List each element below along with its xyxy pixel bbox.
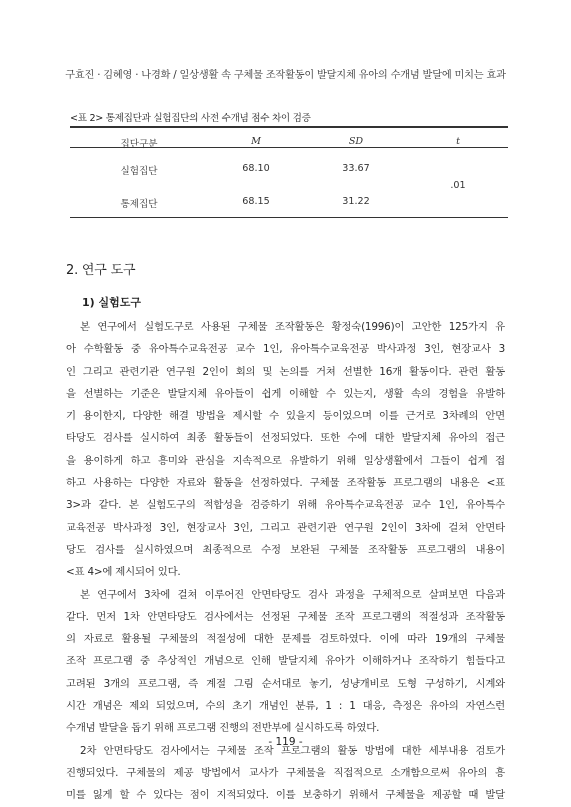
section-title: 2. 연구 도구 [66,263,136,278]
body-text [66,316,505,807]
header-mean: M [251,136,261,147]
row-control-mean: 68.15 [242,196,270,207]
body-line: 을 선별하는 기준은 발달지체 유아들이 쉽게 이해할 수 있는지, 생활 속의 경험을 유발하 [66,387,505,400]
body-line: 같다. 먼저 1차 안면타당도 검사에서는 선정된 구체물 조작 프로그램의 적절성과 조작활동 [66,610,505,623]
row-control-sd: 31.22 [342,196,370,207]
t-value: .01 [450,180,466,191]
header-sd: SD [348,136,364,147]
body-line: 진행되었다. 구체물의 제공 방법에서 교사가 구체물을 직접적으로 소개함으로써 유아의 흥 [66,766,505,779]
page-number: - 119 - [268,736,303,748]
subsection-title: 1) 실험도구 [82,296,142,309]
body-line: 본 연구에서 3차에 걸쳐 이루어진 안면타당도 검사 과정을 구체적으로 살펴보면 다음과 [80,588,505,601]
body-line: 을 용이하게 하고 흥미와 관심을 지속적으로 유발하기 위해 일상생활에서 그들이 쉽게 접 [66,454,505,467]
body-line: 수개념 발달을 돕기 위해 프로그램 진행의 전반부에 실시하도록 하였다. [66,722,380,735]
body-line: 2차 안면타당도 검사에서는 구체물 조작 프로그램의 활동 방법에 대한 세부내용 검토가 [80,744,505,757]
row-experimental-group: 실험집단 [120,166,158,177]
table-caption: <표 2> 통제집단과 실험집단의 사전 수개념 점수 차이 검증 [70,113,311,124]
body-line: 3>과 같다. 본 실험도구의 적합성을 검증하기 위해 유아특수교육전공 교수 1인, 유아특수 [66,499,505,512]
body-line: 하고 사용하는 다양한 자료와 활동을 선정하였다. 구체물 조작활동 프로그램의 내용은 <표 [66,477,505,490]
body-line: 당도 검사를 실시하였으며 최종적으로 수정 보완된 구체물 조작활동 프로그램의 내용이 [66,543,505,556]
body-line: 인 그리고 관련기관 연구원 2인이 회의 및 논의를 거쳐 선별한 16개 활동이다. 관련 활동 [66,365,505,378]
row-experimental-mean: 68.10 [242,163,270,174]
body-line: 타당도 검사를 실시하여 최종 활동들이 선정되었다. 또한 수에 대한 발달지체 유아의 접근 [66,432,505,445]
body-line: 의 자료로 활용될 구체물의 적절성에 대한 문제를 검토하였다. 이에 따라 19개의 구체물 [66,633,505,646]
body-line: <표 4>에 제시되어 있다. [66,566,181,579]
table-top-rule [70,126,508,128]
running-head: 구효진 · 김혜영 · 나경화 / 일상생활 속 구체물 조작활동이 발달지체 유아의 수개념 발달에 미치는 효과 [65,70,506,81]
row-experimental-sd: 33.67 [342,163,370,174]
body-line: 조작 프로그램 중 추상적인 개념으로 인해 발달지체 유아가 이해하거나 조작하기 힘들다고 [66,655,505,668]
t-test-table [70,126,508,218]
body-line: 미를 잃게 할 수 있다는 점이 지적되었다. 이를 보충하기 위해서 구체물을 제공할 때 발달 [66,789,505,802]
body-line: 본 연구에서 실험도구로 사용된 구체물 조작활동은 황정숙(1996)이 고안한 125가지 유 [80,321,505,333]
body-line: 기 용이한지, 다양한 해결 방법을 제시할 수 있을지 등이었으며 이를 근거로 3차례의 안면 [66,410,505,423]
body-line: 아 수학활동 중 유아특수교육전공 교수 1인, 유아특수교육전공 박사과정 3인, 현장교사 3 [66,343,505,356]
body-line: 고려된 3개의 프로그램, 즉 계절 그림 순서대로 놓기, 성냥개비로 도형 구성하기, 시계와 [66,677,505,690]
row-control-group: 통제집단 [120,199,158,210]
header-t: t [456,136,460,147]
body-line: 교육전공 박사과정 3인, 현장교사 3인, 그리고 관련기관 연구원 2인이 3차에 걸쳐 안면타 [66,521,505,534]
body-line: 시간 개념은 제외 되었으며, 수의 초기 개념인 분류, 1 : 1 대응, 측정은 유아의 자연스런 [66,700,505,713]
header-group: 집단구분 [120,139,158,150]
table-bottom-rule [70,217,508,218]
